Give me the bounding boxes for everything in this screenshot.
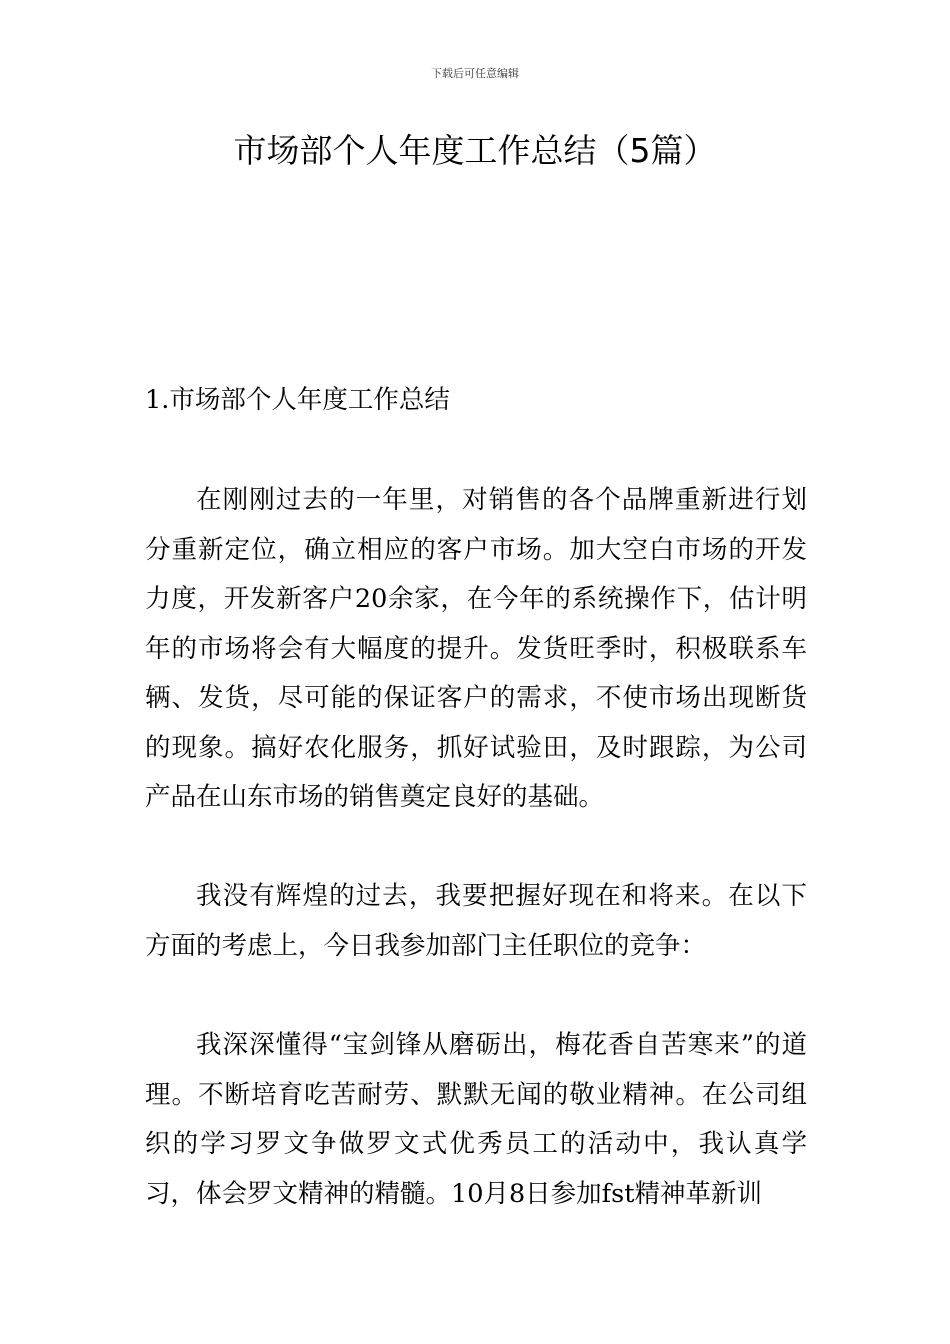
paragraph-1-block <box>145 476 807 823</box>
section-heading: 1.市场部个人年度工作总结 <box>145 385 450 415</box>
document-title: 市场部个人年度工作总结（5篇） <box>233 131 717 170</box>
download-note: 下载后可任意编辑 <box>431 67 519 80</box>
paragraph-3-block <box>145 1021 807 1219</box>
paragraph: 我深深懂得“宝剑锋从磨砺出，梅花香自苦寒来”的道理。不断培育吃苦耐劳、默默无闻的敬业精神。在公司组织的学习罗文争做罗文式优秀员工的活动中，我认真学习，体会罗文精神的精髓。10月8日参加fst精神革新训 <box>145 1030 807 1209</box>
paragraph-2-block <box>145 872 807 971</box>
paragraph: 在刚刚过去的一年里，对销售的各个品牌重新进行划分重新定位，确立相应的客户市场。加大空白市场的开发力度，开发新客户20余家，在今年的系统操作下，估计明年的市场将会有大幅度的提升。发货旺季时，积极联系车辆、发货，尽可能的保证客户的需求，不使市场出现断货的现象。搞好农化服务，抓好试验田，及时跟踪，为公司产品在山东市场的销售奠定良好的基础。 <box>145 485 807 812</box>
paragraph: 我没有辉煌的过去，我要把握好现在和将来。在以下方面的考虑上，今日我参加部门主任职位的竞争： <box>145 881 807 961</box>
